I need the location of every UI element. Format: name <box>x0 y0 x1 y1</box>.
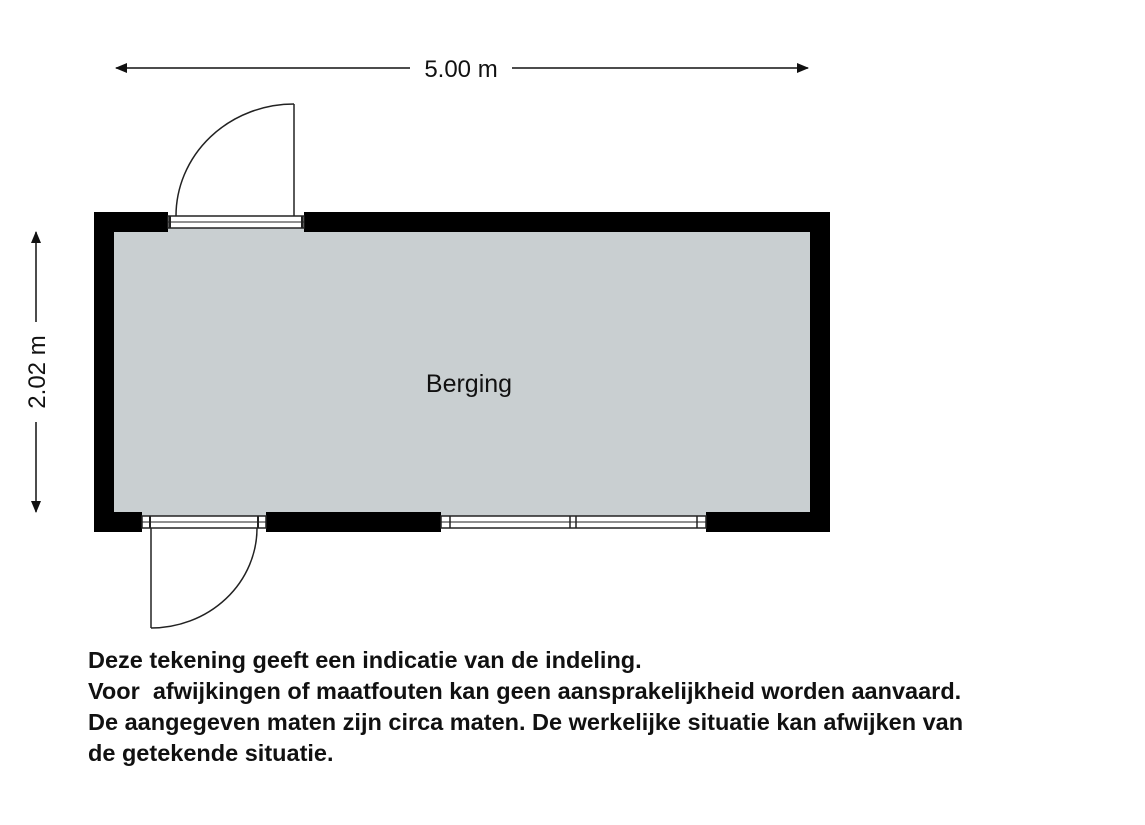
top-door <box>168 104 304 228</box>
depth-dimension-label: 2.02 m <box>24 335 51 409</box>
wall-bottom-middle <box>266 512 441 532</box>
wall-bottom-left <box>94 512 142 532</box>
wall-top-right <box>304 212 830 232</box>
disclaimer-line: Deze tekening geeft een indicatie van de indeling. <box>88 647 642 673</box>
bottom-window <box>441 516 706 528</box>
width-dimension-label: 5.00 m <box>424 56 498 83</box>
wall-right <box>810 212 830 532</box>
disclaimer-line: Voor afwijkingen of maatfouten kan geen aansprakelijkheid worden aanvaard. <box>88 678 962 704</box>
disclaimer <box>88 645 1138 769</box>
disclaimer-line: De aangegeven maten zijn circa maten. De werkelijke situatie kan afwijken van <box>88 709 964 735</box>
bottom-door <box>142 516 266 628</box>
wall-bottom-right <box>706 512 830 532</box>
depth-dimension <box>24 232 51 512</box>
wall-left <box>94 212 114 532</box>
width-dimension <box>116 56 808 83</box>
disclaimer-line: de getekende situatie. <box>88 740 334 766</box>
room-label: Berging <box>425 370 513 398</box>
